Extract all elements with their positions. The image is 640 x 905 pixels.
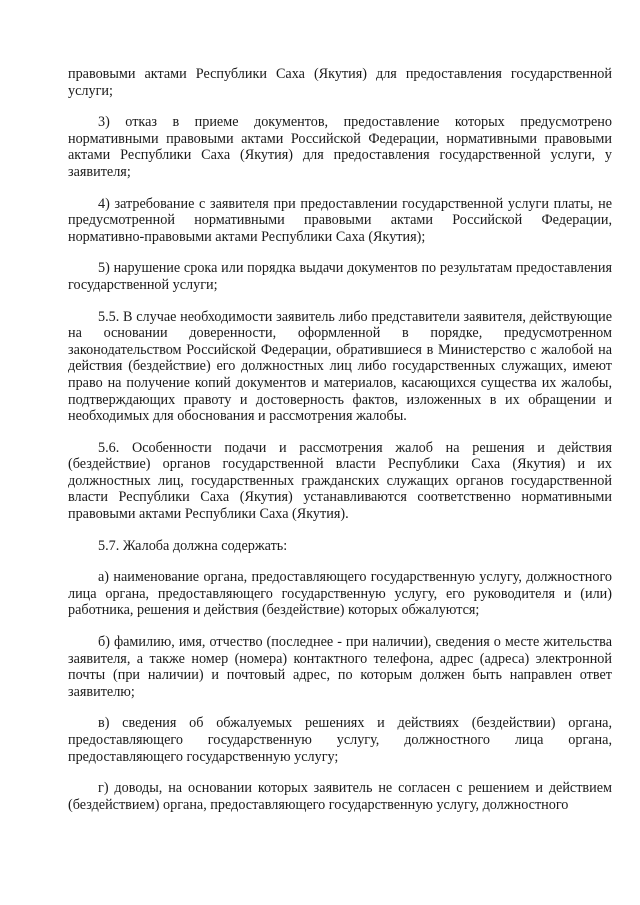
paragraph-item-4: 4) затребование с заявителя при предоставлении государственной услуги платы, не предусмотренной нормативными правовыми актами Российской Федерации, нормативно-правовыми актами Республики Саха (Якутия); xyxy=(68,195,612,245)
paragraph-item-5: 5) нарушение срока или порядка выдачи документов по результатам предоставления государственной услуги; xyxy=(68,260,612,293)
document-page xyxy=(68,66,612,828)
paragraph-item-a: а) наименование органа, предоставляющего государственную услугу, должностного лица органа, предоставляющего государственную услугу, его руководителя и (или) работника, решения и действия (бездействие) которых обжалуются; xyxy=(68,569,612,619)
paragraph-section-5-7: 5.7. Жалоба должна содержать: xyxy=(98,537,288,554)
paragraph-continuation: правовыми актами Республики Саха (Якутия) для предоставления государственной услуги; xyxy=(68,66,612,99)
paragraph-item-b: б) фамилию, имя, отчество (последнее - при наличии), сведения о месте жительства заявителя, а также номер (номера) контактного телефона, адрес (адреса) электронной почты (при наличии) и почтовый адрес, по которым должен быть направлен ответ заявителю; xyxy=(68,634,612,700)
paragraph-item-v: в) сведения об обжалуемых решениях и действиях (бездействии) органа, предоставляющего государственную услугу, должностного лица органа, предоставляющего государственную услугу; xyxy=(68,715,612,765)
paragraph-item-3: 3) отказ в приеме документов, предоставление которых предусмотрено нормативными правовыми актами Российской Федерации, нормативными правовыми актами Республики Саха (Якутия) для предоставления государственной услуги, у заявителя; xyxy=(68,114,612,180)
paragraph-section-5-5: 5.5. В случае необходимости заявитель либо представители заявителя, действующие на основании доверенности, оформленной в порядке, предусмотренном законодательством Российской Федерации, обратившиеся в Министерство с жалобой на действия (бездействие) его должностных лиц либо государственных служащих, имеют право на получение копий документов и материалов, касающихся существа их жалобы, подтверждающих правоту и достоверность фактов, изложенных в их обращении и необходимых для обоснования и рассмотрения жалобы. xyxy=(68,308,612,425)
paragraph-section-5-6: 5.6. Особенности подачи и рассмотрения жалоб на решения и действия (бездействие) органов государственной власти Республики Саха (Якутия) и их должностных лиц, государственных гражданских служащих органов государственной власти Республики Саха (Якутия) устанавливаются соответственно нормативными правовыми актами Республики Саха (Якутия). xyxy=(68,439,612,523)
paragraph-item-g: г) доводы, на основании которых заявитель не согласен с решением и действием (бездействием) органа, предоставляющего государственную услугу, должностного xyxy=(68,780,612,813)
